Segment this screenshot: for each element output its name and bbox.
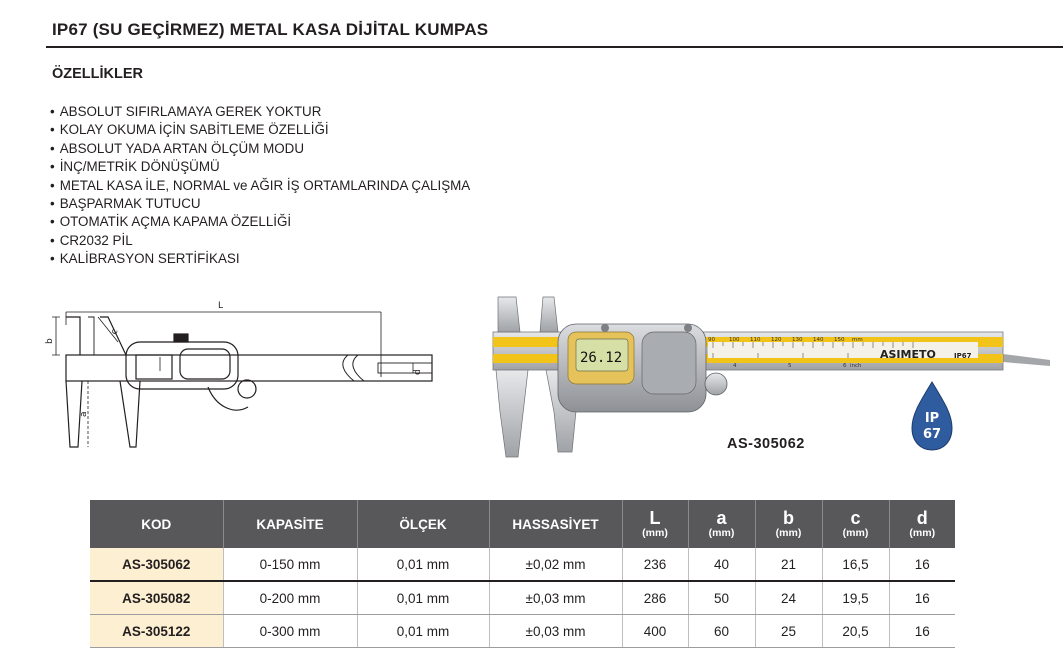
header-L-unit: (mm): [642, 526, 668, 539]
scale-number: 110: [750, 337, 761, 343]
cell-capacity: 0-200 mm: [223, 581, 357, 615]
feature-item: • İNÇ/METRİK DÖNÜŞÜMÜ: [50, 158, 470, 176]
header-L-letter: L: [649, 507, 661, 528]
header-a: [688, 500, 755, 548]
cell-accuracy: ±0,03 mm: [489, 615, 622, 648]
inch-label: inch: [850, 363, 862, 369]
header-b-letter: b: [783, 507, 794, 528]
caliper-dimension-diagram: [45, 297, 448, 457]
feature-item: • KALİBRASYON SERTİFİKASI: [50, 250, 470, 268]
cell-scale: 0,01 mm: [357, 581, 489, 615]
cell-L: 236: [622, 548, 688, 581]
header-L: [622, 500, 688, 548]
cell-scale: 0,01 mm: [357, 615, 489, 648]
header-d: [889, 500, 955, 548]
header-capacity: KAPASİTE: [223, 500, 357, 548]
header-a-letter: a: [716, 507, 727, 528]
inch-number: 6: [843, 363, 847, 369]
scale-number: 120: [771, 337, 782, 343]
scale-number: 100: [729, 337, 740, 343]
brand-logo: ASIMETO: [880, 348, 936, 361]
feature-item: • BAŞPARMAK TUTUCU: [50, 195, 470, 213]
cell-a: 40: [688, 548, 755, 581]
header-d-letter: d: [916, 507, 928, 528]
ip67-mark: IP67: [954, 352, 972, 360]
feature-item: • OTOMATİK AÇMA KAPAMA ÖZELLİĞİ: [50, 213, 470, 231]
cell-d: 16: [889, 548, 955, 581]
cell-a: 50: [688, 581, 755, 615]
cell-accuracy: ±0,02 mm: [489, 548, 622, 581]
cell-L: 286: [622, 581, 688, 615]
cell-d: 16: [889, 581, 955, 615]
header-c-unit: (mm): [842, 526, 869, 539]
badge-line1: IP: [924, 411, 940, 426]
cell-accuracy: ±0,03 mm: [489, 581, 622, 615]
feature-item: • KOLAY OKUMA İÇİN SABİTLEME ÖZELLİĞİ: [50, 121, 470, 139]
table-row: [90, 581, 955, 615]
cell-c: 19,5: [822, 581, 889, 615]
feature-item: • METAL KASA İLE, NORMAL ve AĞIR İŞ ORTAMLARINDA ÇALIŞMA: [50, 177, 470, 195]
label-a: a: [79, 411, 89, 417]
cell-code: AS-305062: [90, 548, 223, 581]
table-header-row: [90, 500, 955, 548]
header-b-unit: (mm): [775, 526, 802, 539]
scale-number: 150: [834, 337, 845, 343]
ip67-badge: [910, 380, 954, 452]
feature-item: • ABSOLUT SIFIRLAMAYA GEREK YOKTUR: [50, 103, 470, 121]
header-c: [822, 500, 889, 548]
header-c-letter: c: [850, 507, 861, 528]
badge-line2: 67: [922, 427, 942, 442]
cell-b: 21: [755, 548, 822, 581]
header-d-unit: (mm): [909, 526, 936, 539]
scale-number: 140: [813, 337, 824, 343]
label-c: c: [109, 327, 121, 337]
header-scale: ÖLÇEK: [357, 500, 489, 548]
header-code: KOD: [90, 500, 223, 548]
cell-code: AS-305082: [90, 581, 223, 615]
features-heading: ÖZELLİKLER: [52, 66, 144, 82]
label-b: b: [45, 338, 55, 344]
inch-number: 5: [788, 363, 792, 369]
cell-a: 60: [688, 615, 755, 648]
scale-number: 90: [708, 337, 715, 343]
cell-capacity: 0-150 mm: [223, 548, 357, 581]
header-b: [755, 500, 822, 548]
cell-b: 24: [755, 581, 822, 615]
model-label: AS-305062: [727, 436, 805, 452]
cell-c: 16,5: [822, 548, 889, 581]
cell-c: 20,5: [822, 615, 889, 648]
features-list: [50, 103, 470, 269]
label-L: L: [218, 301, 224, 311]
table-row: [90, 615, 955, 648]
cell-b: 25: [755, 615, 822, 648]
lcd-reading: 26.12: [580, 350, 623, 366]
cell-code: AS-305122: [90, 615, 223, 648]
title-divider: [46, 46, 1063, 48]
feature-item: • CR2032 PİL: [50, 232, 470, 250]
scale-number: 130: [792, 337, 803, 343]
header-a-unit: (mm): [708, 526, 735, 539]
feature-item: • ABSOLUT YADA ARTAN ÖLÇÜM MODU: [50, 140, 470, 158]
cell-d: 16: [889, 615, 955, 648]
scale-unit: mm: [852, 337, 863, 343]
cell-scale: 0,01 mm: [357, 548, 489, 581]
header-accuracy: HASSASİYET: [489, 500, 622, 548]
label-d: d: [413, 369, 423, 375]
spec-table: [90, 500, 955, 648]
cell-L: 400: [622, 615, 688, 648]
cell-capacity: 0-300 mm: [223, 615, 357, 648]
inch-number: 4: [733, 363, 737, 369]
table-row: [90, 548, 955, 581]
page-title: IP67 (SU GEÇİRMEZ) METAL KASA DİJİTAL KUMPAS: [52, 20, 489, 39]
